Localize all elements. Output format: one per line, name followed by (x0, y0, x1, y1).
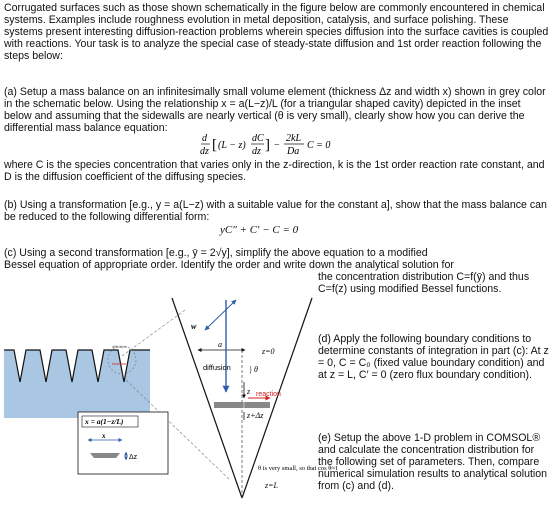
part-d-text: (d) Apply the following boundary conditions to determine constants of integration in part (c): At z = 0, C = C₀ (fixed value boundary condition) and at z = L, C′ = 0 (zero flux boundary condition). (318, 333, 549, 382)
inset-formula: x = a(1−z/L) (85, 417, 124, 426)
svg-text:−: − (274, 140, 280, 151)
svg-text:]: ] (265, 137, 270, 153)
w-arrow (205, 300, 236, 330)
part-a-after: where C is the species concentration that varies only in the z-direction, k is the 1st order reaction rate constant, and D is the diffusion coefficient of the diffusing species. (4, 159, 545, 184)
diffusion-label: diffusion (203, 363, 231, 372)
part-a-text: (a) Setup a mass balance on an infinitesimally small volume element (thickness Δz and width x) shown in grey color in the schematic below. Using the relationship x = a(L−z)/L (for a triangular shaped cavity) depicted in the inset below and assuming that the sidewalls are nearly vertical (θ is very small), clearly show how you can derive the differential mass balance equation: (4, 86, 546, 135)
inset-grey-element (90, 453, 120, 458)
svg-text:2kL: 2kL (286, 133, 301, 144)
svg-text:dz: dz (200, 146, 209, 157)
svg-text:dC: dC (252, 133, 264, 144)
svg-text:[: [ (212, 137, 217, 153)
part-c-right: the concentration distribution C=f(ȳ) and thus C=f(z) using modified Bessel functions. (318, 271, 530, 296)
cavity-reaction-label: reaction (112, 361, 127, 366)
inset-dz-label: Δz (129, 454, 138, 461)
svg-text:d: d (202, 133, 207, 144)
inset-x-label: x (102, 432, 106, 440)
part-c-line2: Bessel equation of appropriate order. Identify the order and write down the analytical solution for (4, 259, 454, 271)
z-label: z (247, 387, 251, 396)
zL-label: z=L (265, 481, 278, 490)
part-e-text: (e) Setup the above 1-D problem in COMSOL® and calculate the concentration distribution for the following set of parameters. Then, compare numerical simulation results to analytical solution from (c) and (d). (318, 432, 548, 493)
intro-paragraph: Corrugated surfaces such as those shown schematically in the figure below are commonly encountered in chemical systems. Examples include roughness evolution in metal deposition, catalysis, and surface polishing. These systems present interesting diffusion-reaction problems wherein species diffusion into the surface cavities is coupled with reactions. Your task is to analyze the special case of steady-state diffusion and 1st order reaction following the steps below: (4, 2, 549, 63)
cavity-diffusion-label: diffusion (112, 344, 127, 349)
theta-label: θ (254, 365, 258, 374)
z0-label: z=0 (262, 347, 275, 356)
svg-text:dz: dz (252, 146, 261, 157)
equation-a (200, 130, 360, 158)
part-c-line1: (c) Using a second transformation [e.g., ȳ = 2√y], simplify the above equation to a modified (4, 247, 428, 259)
equation-a-graphic (200, 130, 360, 158)
svg-text:C = 0: C = 0 (307, 140, 331, 151)
theta-note-text: θ is very small, so that cos θ≈1 (258, 465, 339, 472)
equation-b: yC″ + C′ − C = 0 (220, 224, 299, 236)
schematic-figure (0, 270, 339, 508)
theta-note (258, 465, 338, 472)
a-label: a (218, 340, 222, 349)
reaction-label: reaction (256, 391, 281, 398)
part-b-text: (b) Using a transformation [e.g., y = a(L−z) with a suitable value for the constant a], show that the mass balance can be reduced to the following differential form: (4, 199, 547, 224)
w-label: w (191, 322, 197, 331)
grey-volume-element (214, 402, 270, 408)
svg-text:(L − z): (L − z) (218, 140, 246, 151)
svg-text:Da: Da (287, 146, 300, 157)
z-plus-dz-label: z+Δz (247, 411, 264, 420)
